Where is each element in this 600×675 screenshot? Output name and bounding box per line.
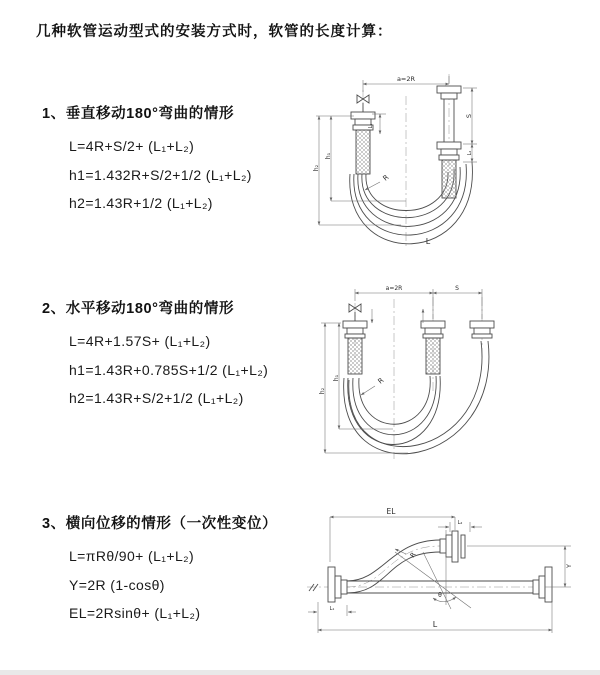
dimension-lines [321,289,482,453]
hose-curves [344,341,489,454]
right-fitting [470,321,494,338]
dim-label-h2: h₂ [313,164,320,172]
left-fitting [343,304,367,374]
centerlines [363,74,449,248]
section-3-formula-L: L=πRθ/90+ (L₁+L₂) [69,548,195,564]
diagram-horizontal-movement [313,283,595,465]
dim-label-l2: L₂ [457,520,463,526]
centerlines [355,297,482,459]
page-title: 几种软管运动型式的安装方式时，软管的长度计算： [36,24,393,40]
right-flange [533,567,552,602]
section-1-formula-h1: h1=1.432R+S/2+1/2 (L₁+L₂) [69,166,252,183]
dim-label-a2r: a=2R [396,75,416,83]
middle-fitting [421,321,445,374]
dim-label-h2: h₂ [319,387,326,395]
section-2-formula-L: L=4R+1.57S+ (L₁+L₂) [69,333,211,349]
braided-hose-right [442,160,456,198]
radius-label: R [381,173,391,183]
radius-label: R [376,376,386,386]
dim-label-l: L [425,237,431,246]
section-1-heading: 1、垂直移动180°弯曲的情形 [42,106,235,122]
dim-label-h1: h₁ [325,152,332,160]
diagram-lateral-displacement [303,502,600,649]
section-1-formula-h2: h2=1.43R+1/2 (L₁+L₂) [69,195,213,211]
dim-label-h1: h₁ [333,374,340,382]
hose-s-curve [347,540,440,593]
dim-label-l2: L₂ [467,150,473,156]
radius-label: R [408,550,418,560]
braided-hose-middle [426,338,440,374]
section-3-formula-EL: EL=2Rsinθ+ (L₁+L₂) [69,605,201,621]
break-mark [309,584,318,591]
dim-label-l: L [432,620,438,629]
diagram-vertical-movement [306,68,593,255]
left-fitting [351,95,375,174]
section-2-heading: 2、水平移动180°弯曲的情形 [42,301,235,317]
right-fitting [437,86,461,198]
dim-label-el: EL [386,507,396,516]
section-2-formula-h2: h2=1.43R+S/2+1/2 (L₁+L₂) [69,390,244,406]
dim-label-l1: L₁ [368,123,374,129]
section-2-formula-h1: h1=1.43R+0.785S+1/2 (L₁+L₂) [69,361,269,378]
dim-label-l1: L₁ [329,606,335,612]
braided-hose-left [348,338,362,374]
dim-label-y: Y [565,564,573,568]
dim-label-s: S [465,113,473,119]
page-edge [0,670,600,675]
section-lateral-displacement [42,512,277,628]
braided-hose-left [356,130,370,174]
section-1-formula-L: L=4R+S/2+ (L₁+L₂) [69,138,195,154]
section-3-formula-Y: Y=2R (1-cosθ) [69,576,165,593]
section-vertical-movement [42,102,252,218]
left-flange [328,567,347,602]
dim-label-s: S [455,285,459,292]
theta-label: θ [438,592,442,599]
angle-construction [395,530,471,609]
dim-label-a2r: a=2R [385,285,403,292]
section-3-heading: 3、横向位移的情形（一次性变位） [42,516,278,532]
upper-right-flange [440,531,465,562]
dimension-lines [308,517,571,633]
section-horizontal-movement [42,297,268,413]
